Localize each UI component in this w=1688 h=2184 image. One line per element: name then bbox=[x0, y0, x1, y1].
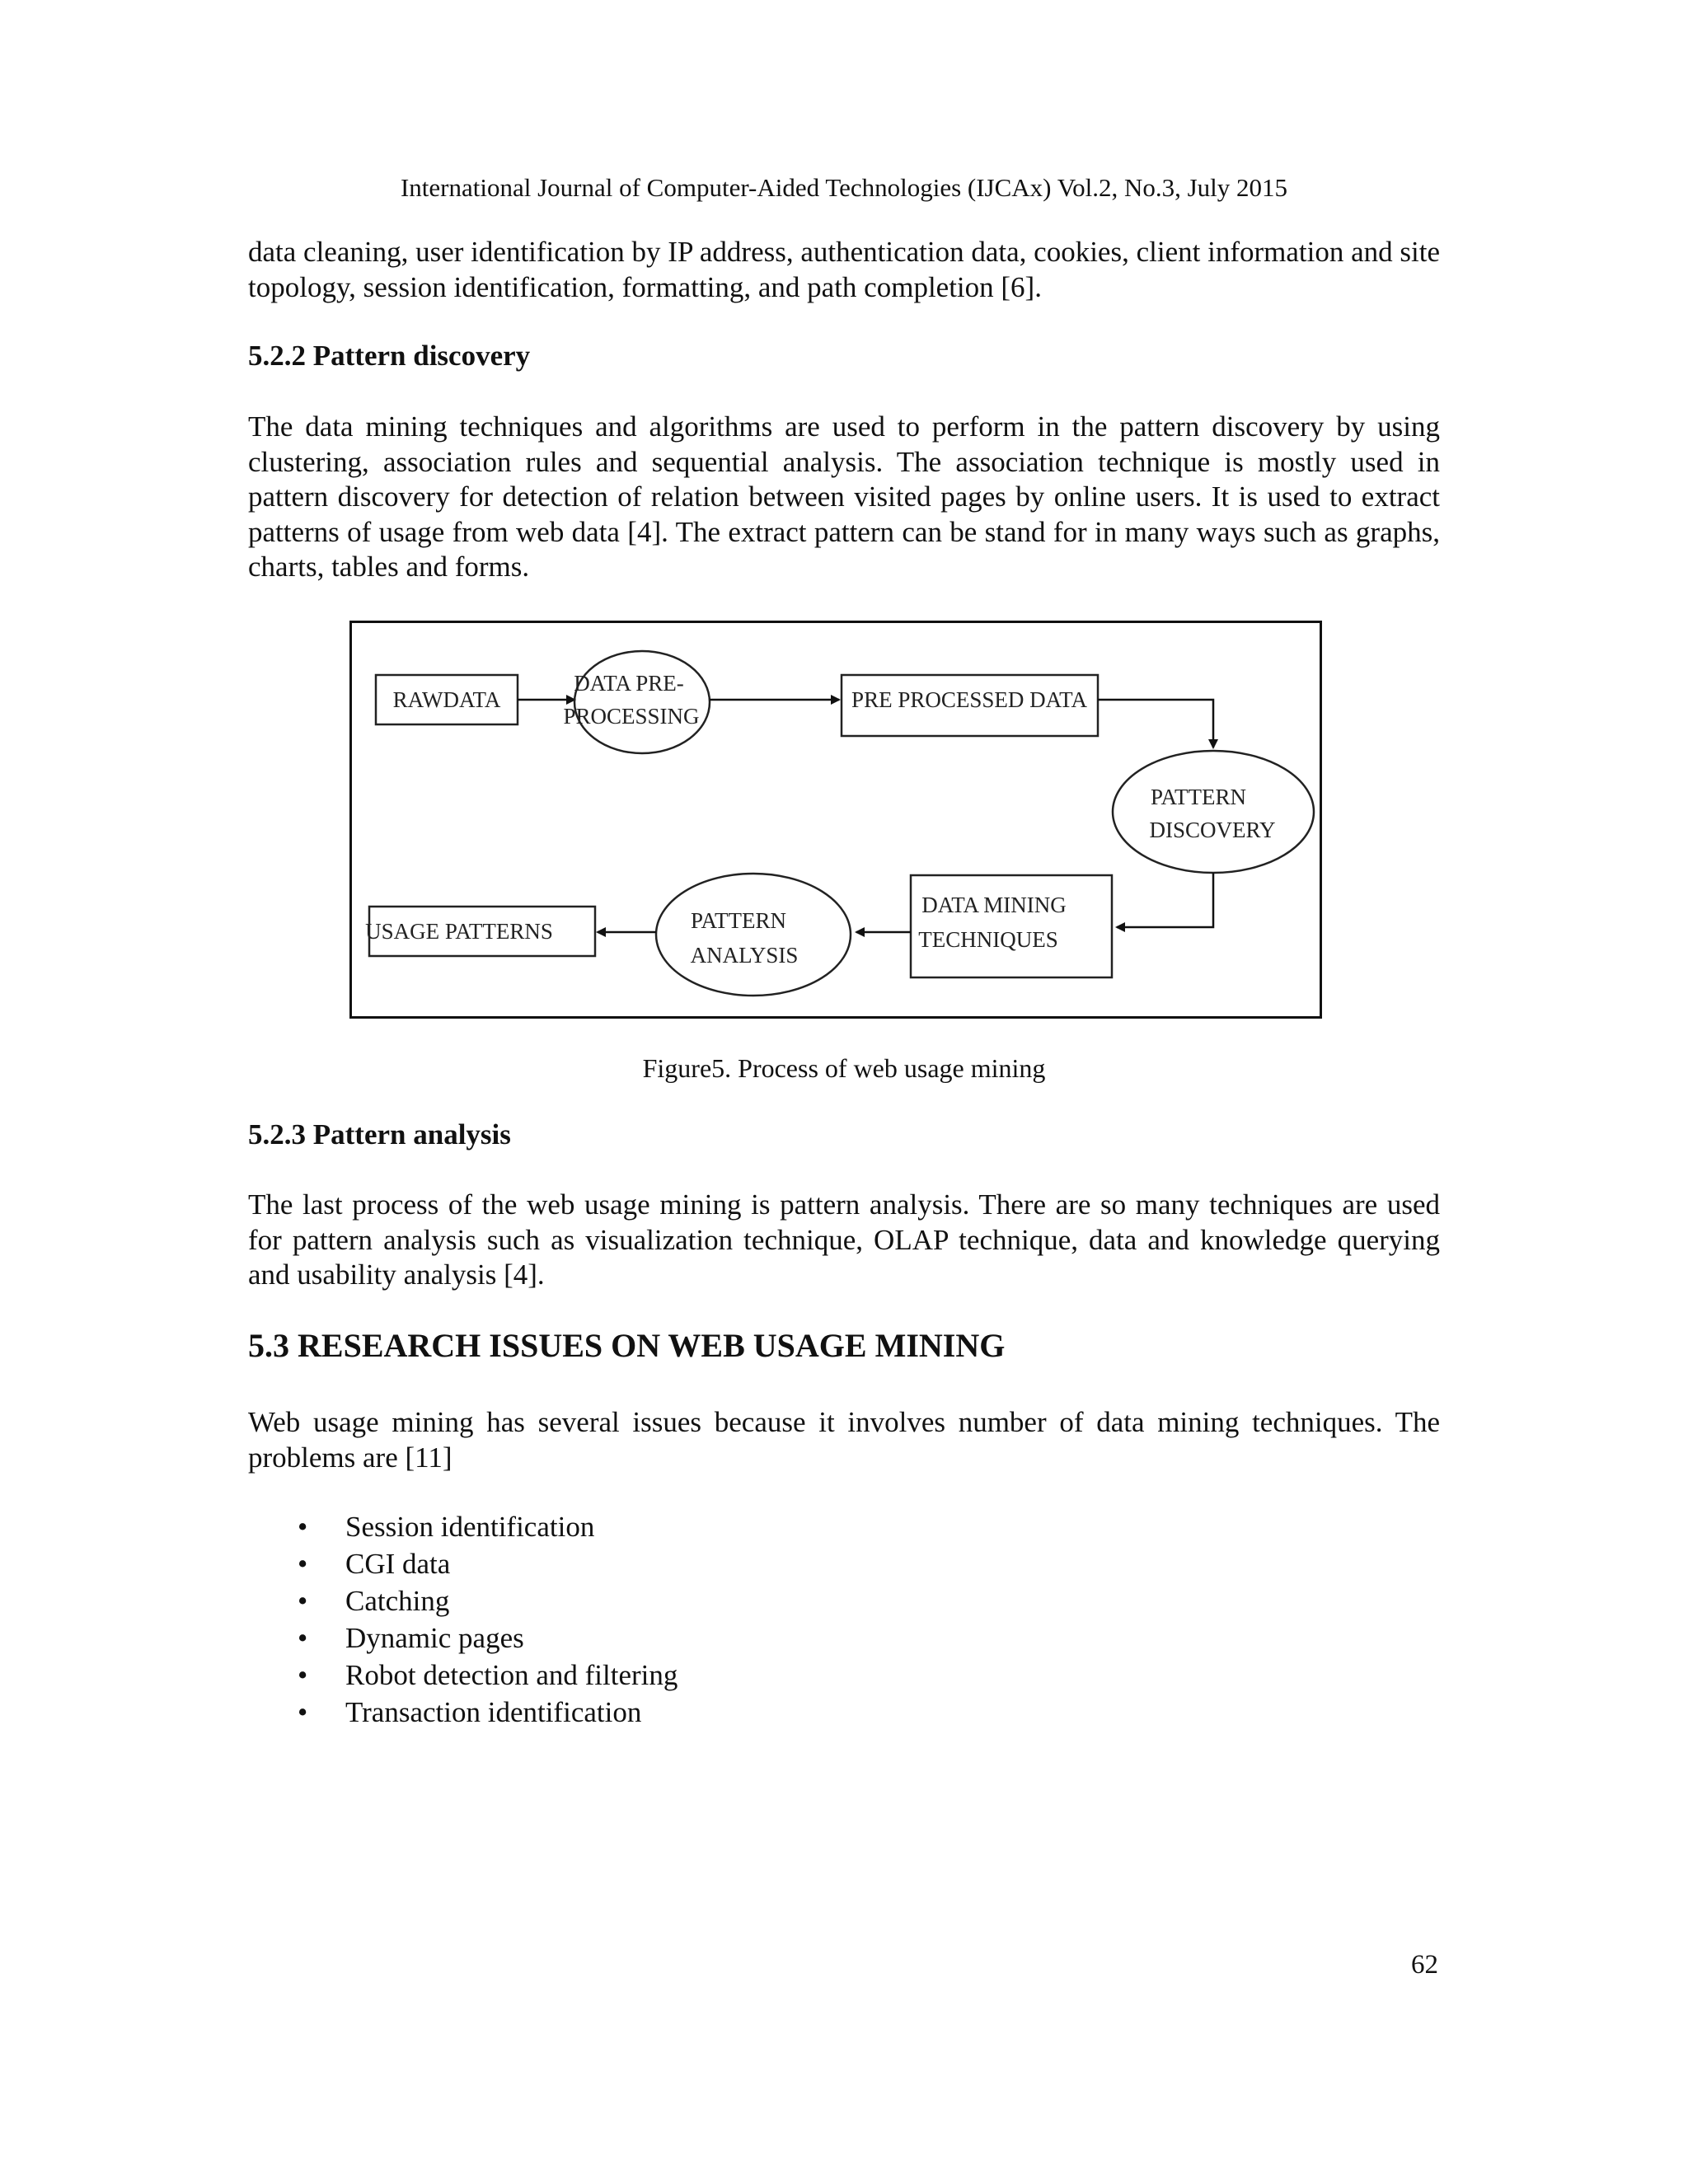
section-53-title: 5.3 RESEARCH ISSUES ON WEB USAGE MINING bbox=[248, 1327, 1006, 1364]
figure-caption: Figure5. Process of web usage mining bbox=[642, 1053, 1046, 1083]
pattern-discovery-label-line2: DISCOVERY bbox=[1149, 818, 1276, 842]
pattern-discovery-ellipse bbox=[1113, 751, 1314, 873]
preprocessed-data-label: PRE PROCESSED DATA bbox=[851, 687, 1087, 712]
intro-paragraph: data cleaning, user identification by IP address, authentication data, cookies, client information and site topology, session identification, formatting, and path completion [6]. bbox=[248, 236, 1440, 303]
bullet-dot: • bbox=[298, 1585, 308, 1617]
data-mining-label-line2: TECHNIQUES bbox=[918, 927, 1058, 952]
list-item bbox=[248, 1619, 678, 1657]
preprocessing-label-line1: DATA PRE- bbox=[574, 671, 684, 696]
list-item-text: Catching bbox=[345, 1585, 450, 1617]
bullet-dot: • bbox=[298, 1511, 308, 1543]
data-mining-box bbox=[911, 875, 1112, 977]
running-header: International Journal of Computer-Aided Technologies (IJCAx) Vol.2, No.3, July 2015 bbox=[400, 173, 1288, 202]
list-item-text: Robot detection and filtering bbox=[345, 1659, 678, 1691]
preprocessing-ellipse bbox=[574, 651, 710, 753]
section-523-title: 5.2.3 Pattern analysis bbox=[248, 1118, 511, 1151]
bullet-dot: • bbox=[298, 1696, 308, 1728]
list-item bbox=[248, 1694, 678, 1731]
section-523-paragraph: The last process of the web usage mining is pattern analysis. There are so many techniques are used for pattern analysis such as visualization technique, OLAP technique, data and knowledge querying and usability analysis [4]. bbox=[248, 1188, 1440, 1291]
list-item bbox=[248, 1582, 678, 1619]
page-number: 62 bbox=[1411, 1950, 1438, 1980]
research-issues-list bbox=[248, 1508, 678, 1731]
list-item-text: Transaction identification bbox=[345, 1696, 642, 1728]
bullet-dot: • bbox=[298, 1659, 308, 1691]
pattern-analysis-label-line2: ANALYSIS bbox=[690, 943, 799, 968]
section-53-paragraph: Web usage mining has several issues because it involves number of data mining techniques. The problems are [11] bbox=[248, 1406, 1440, 1474]
list-item-text: CGI data bbox=[345, 1548, 451, 1580]
list-item-text: Session identification bbox=[345, 1511, 595, 1543]
pattern-analysis-label-line1: PATTERN bbox=[690, 908, 787, 933]
raw-data-label: RAWDATA bbox=[392, 687, 501, 712]
section-522-paragraph: The data mining techniques and algorithms are used to perform in the pattern discovery by using clustering, association rules and sequential analysis. The association technique is mostly used in pattern discovery for detection of relation between visited pages by online users. It is used to extract patterns of usage from web data [4]. The extract pattern can be stand for in many ways such as graphs, charts, tables and forms. bbox=[248, 410, 1440, 583]
bullet-dot: • bbox=[298, 1622, 308, 1654]
arrow-discovery-to-mining bbox=[1117, 873, 1213, 927]
pattern-analysis-ellipse bbox=[656, 874, 851, 996]
section-522-title: 5.2.2 Pattern discovery bbox=[248, 340, 531, 372]
pattern-discovery-label-line1: PATTERN bbox=[1150, 785, 1247, 809]
usage-patterns-label: USAGE PATTERNS bbox=[365, 919, 553, 944]
preprocessing-label-line2: PROCESSING bbox=[563, 704, 700, 729]
list-item bbox=[248, 1657, 678, 1694]
arrow-preprocessed-to-discovery bbox=[1098, 700, 1213, 748]
list-item bbox=[248, 1508, 678, 1545]
list-item bbox=[248, 1545, 678, 1582]
bullet-dot: • bbox=[298, 1548, 308, 1580]
list-item-text: Dynamic pages bbox=[345, 1622, 524, 1654]
web-usage-mining-diagram bbox=[349, 621, 1322, 1019]
data-mining-label-line1: DATA MINING bbox=[921, 893, 1067, 917]
